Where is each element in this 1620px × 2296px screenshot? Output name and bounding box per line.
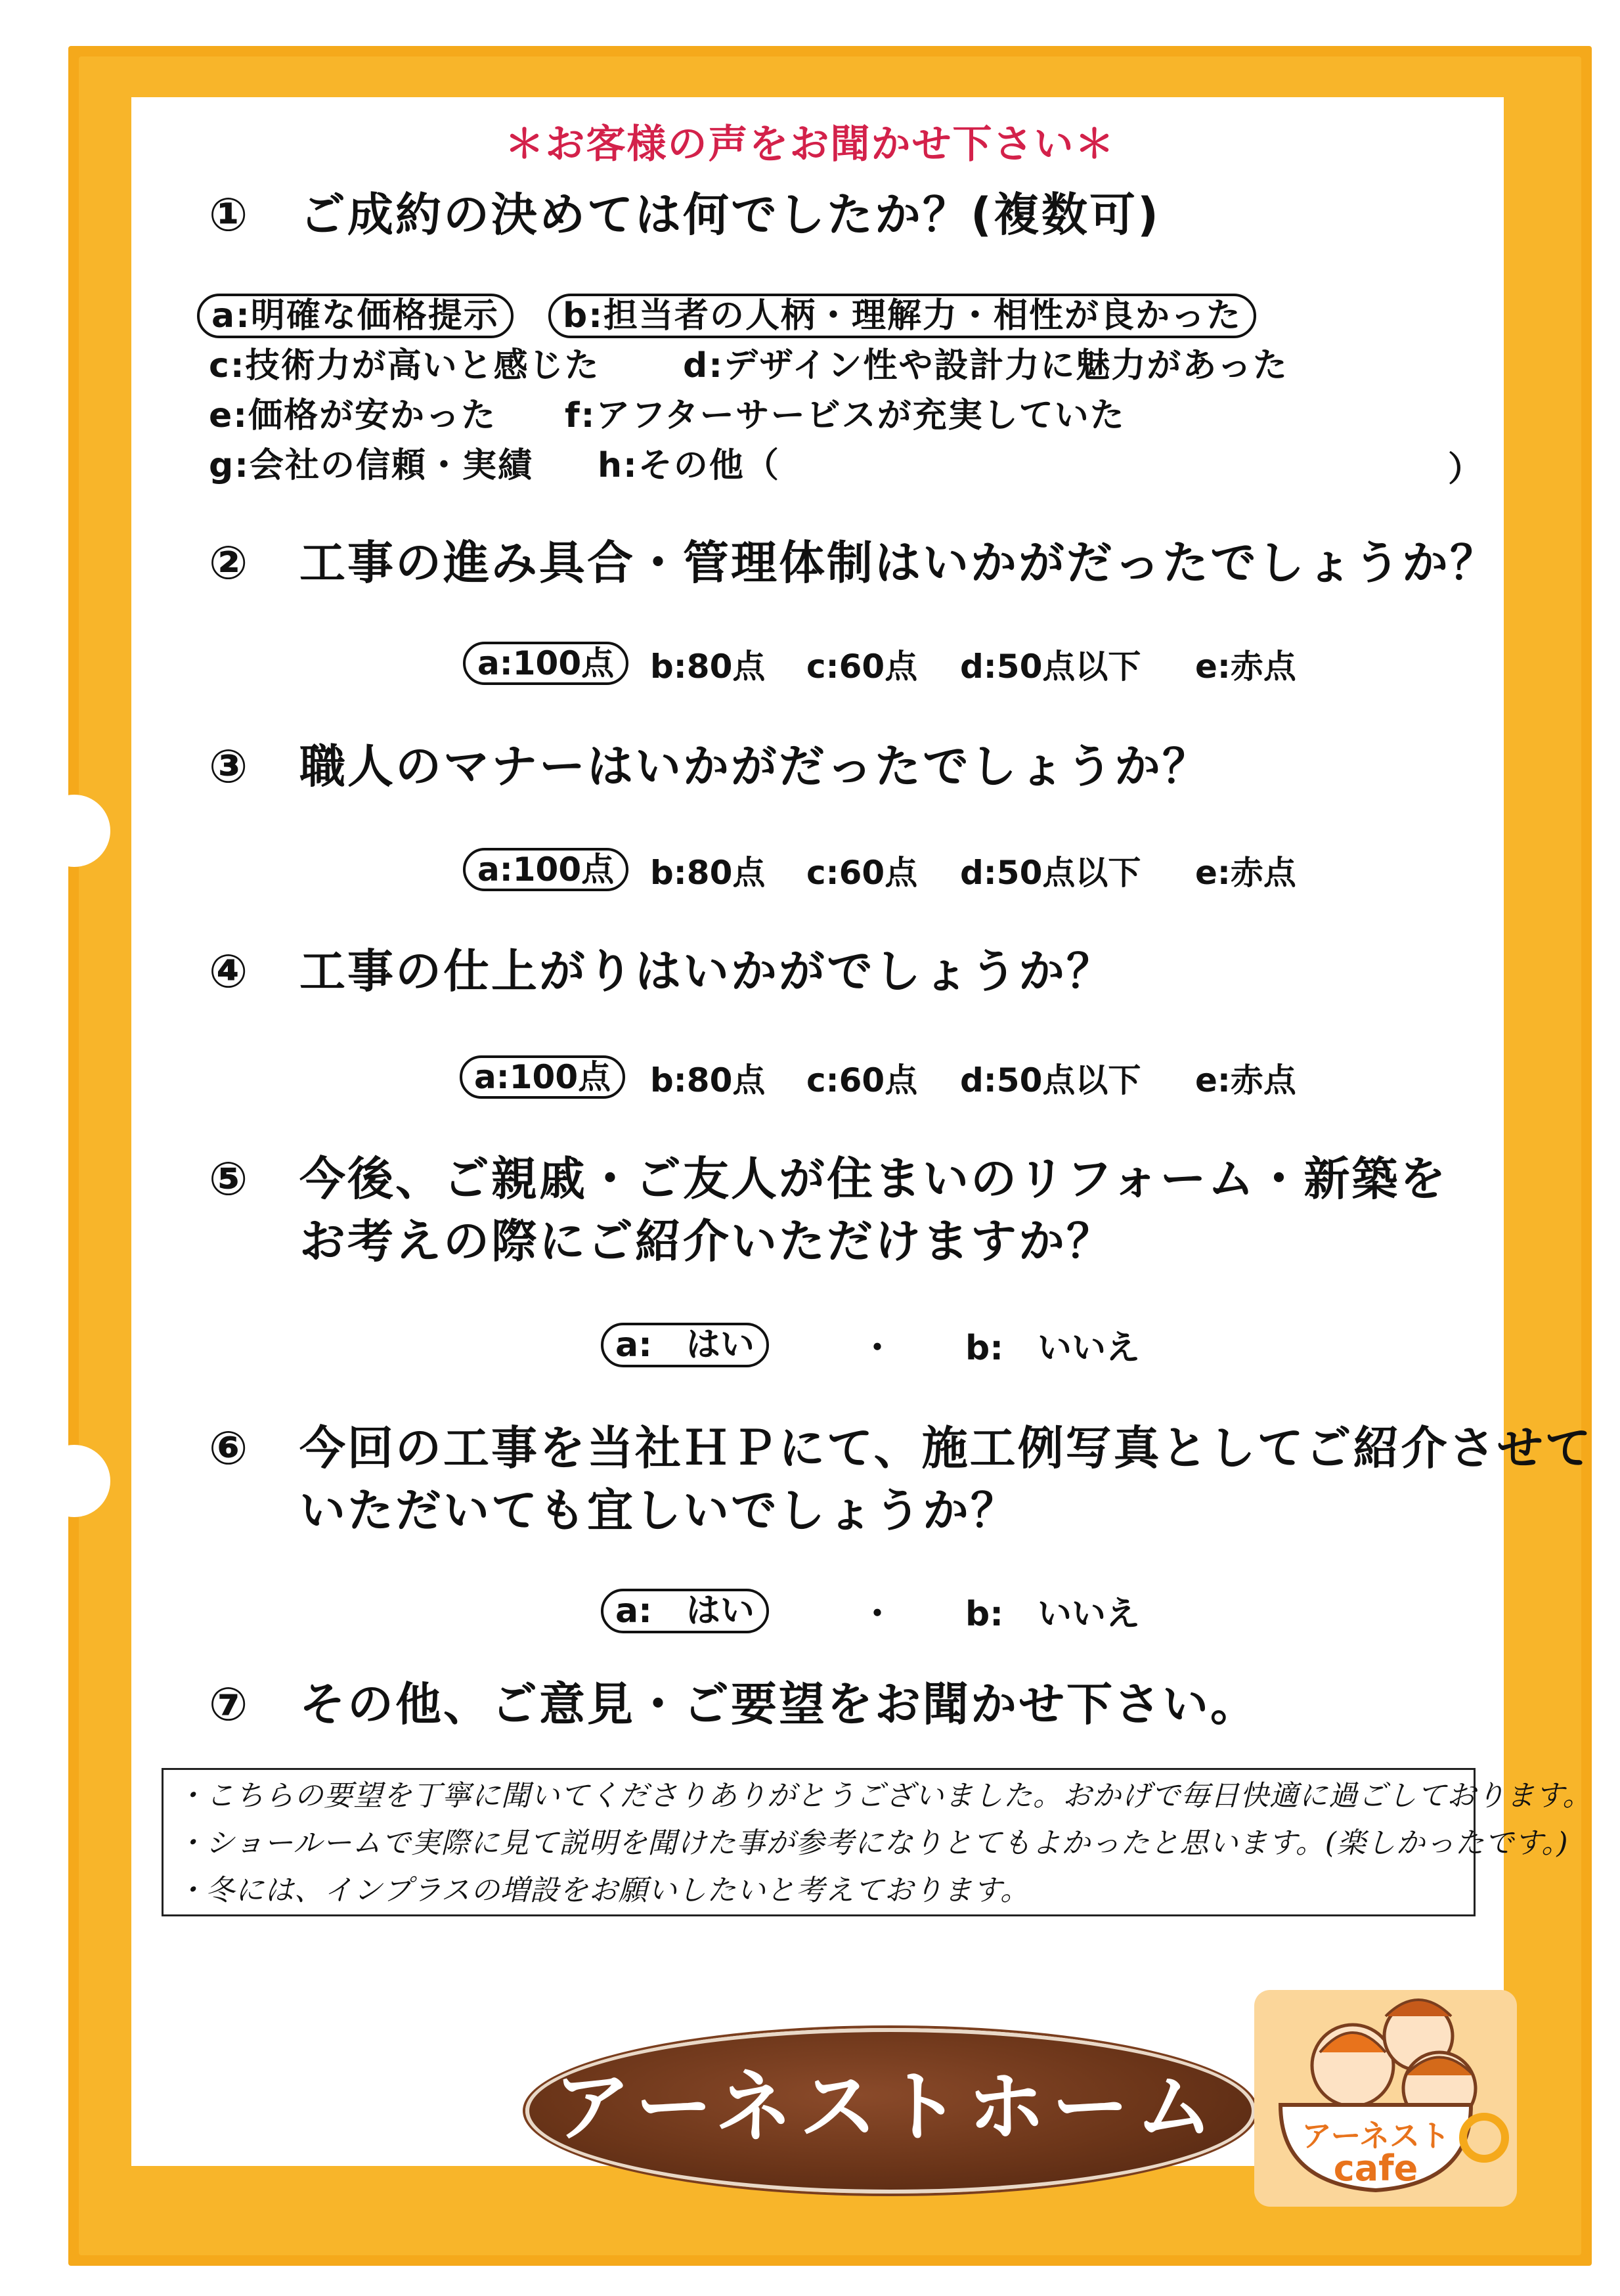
cafe-logo bbox=[1254, 1990, 1517, 2207]
option-1f[interactable]: f:アフターサービスが充実していた bbox=[565, 396, 1126, 435]
option-1h-close: ） bbox=[1448, 450, 1484, 489]
question-text-line1: 今回の工事を当社ＨＰにて、施工例写真としてご紹介させて bbox=[299, 1421, 1593, 1475]
answer-5-no[interactable]: b: いいえ bbox=[965, 1329, 1141, 1368]
option-1e[interactable]: e:価格が安かった bbox=[209, 396, 497, 435]
score-4e[interactable]: e:赤点 bbox=[1195, 1061, 1296, 1099]
score-2b[interactable]: b:80点 bbox=[650, 648, 766, 686]
score-2e[interactable]: e:赤点 bbox=[1195, 648, 1296, 686]
question-6 bbox=[209, 1417, 1593, 1542]
score-2a[interactable] bbox=[463, 637, 628, 684]
question-text: その他、ご意見・ご要望をお聞かせ下さい。 bbox=[299, 1677, 1258, 1731]
option-1a[interactable] bbox=[197, 288, 514, 337]
question-1 bbox=[209, 184, 1160, 246]
punch-hole bbox=[38, 1445, 110, 1517]
question-number: ④ bbox=[209, 944, 250, 998]
question-number: ① bbox=[209, 188, 250, 242]
survey-title: ＊お客様の声をお聞かせ下さい＊ bbox=[504, 121, 1116, 167]
punch-hole bbox=[38, 795, 110, 867]
comment-line: ・冬には、インプラスの増設をお願いしたいと考えております。 bbox=[176, 1874, 1030, 1907]
question-number: ② bbox=[209, 536, 250, 590]
question-5 bbox=[209, 1148, 1448, 1273]
option-1d[interactable]: d:デザイン性や設計力に魅力があった bbox=[683, 346, 1288, 386]
comment-line: ・こちらの要望を丁寧に聞いてくださりありがとうございました。おかげで毎日快適に過ごしております。 bbox=[176, 1779, 1592, 1813]
score-3e[interactable]: e:赤点 bbox=[1195, 854, 1296, 892]
separator-dot: ・ bbox=[860, 1595, 895, 1634]
answer-6-yes[interactable] bbox=[601, 1583, 769, 1632]
answer-label: a: はい bbox=[601, 1589, 769, 1633]
score-4d[interactable]: d:50点以下 bbox=[960, 1061, 1141, 1099]
question-number: ⑤ bbox=[209, 1152, 250, 1206]
question-number: ⑥ bbox=[209, 1421, 250, 1475]
question-text-line2: いただいても宜しいでしょうか？ bbox=[299, 1484, 1018, 1537]
cafe-logo-top-text: アーネスト bbox=[1301, 2118, 1451, 2153]
question-2 bbox=[209, 532, 1498, 594]
cafe-logo-bottom-text: cafe bbox=[1333, 2148, 1418, 2189]
question-4 bbox=[209, 940, 1114, 1003]
score-3c[interactable]: c:60点 bbox=[806, 854, 918, 892]
score-4a[interactable] bbox=[460, 1051, 625, 1098]
question-text-line1: 今後、ご親戚・ご友人が住まいのリフォーム・新築を bbox=[299, 1152, 1448, 1206]
score-2d[interactable]: d:50点以下 bbox=[960, 648, 1141, 686]
question-number: ③ bbox=[209, 740, 250, 793]
option-label: b:担当者の人柄・理解力・相性が良かった bbox=[548, 294, 1256, 338]
question-text: ご成約の決めては何でしたか？(複数可) bbox=[299, 188, 1160, 242]
comment-line: ・ショールームで実際に見て説明を聞けた事が参考になりとてもよかったと思います。(楽しかったです。) bbox=[176, 1826, 1569, 1860]
answer-5-yes[interactable] bbox=[601, 1317, 769, 1366]
answer-6-no[interactable]: b: いいえ bbox=[965, 1595, 1141, 1634]
score-label: a:100点 bbox=[463, 848, 628, 891]
separator-dot: ・ bbox=[860, 1329, 895, 1368]
question-text: 職人のマナーはいかがだったでしょうか？ bbox=[299, 740, 1210, 793]
option-1h[interactable]: h:その他（ bbox=[598, 446, 780, 485]
score-3a[interactable] bbox=[463, 843, 628, 891]
question-text: 工事の進み具合・管理体制はいかがだったでしょうか？ bbox=[299, 536, 1498, 590]
score-4c[interactable]: c:60点 bbox=[806, 1061, 918, 1099]
brand-logo-text: アーネストホーム bbox=[553, 2062, 1220, 2152]
score-3b[interactable]: b:80点 bbox=[650, 854, 766, 892]
option-1b[interactable] bbox=[548, 288, 1256, 337]
score-3d[interactable]: d:50点以下 bbox=[960, 854, 1141, 892]
question-3 bbox=[209, 736, 1210, 798]
question-number: ⑦ bbox=[209, 1677, 250, 1731]
score-label: a:100点 bbox=[463, 642, 628, 685]
score-label: a:100点 bbox=[460, 1055, 625, 1099]
question-text-line2: お考えの際にご紹介いただけますか？ bbox=[299, 1214, 1114, 1268]
question-text: 工事の仕上がりはいかがでしょうか？ bbox=[299, 944, 1114, 998]
option-1g[interactable]: g:会社の信頼・実績 bbox=[209, 446, 534, 485]
score-4b[interactable]: b:80点 bbox=[650, 1061, 766, 1099]
option-label: a:明確な価格提示 bbox=[197, 294, 514, 338]
answer-label: a: はい bbox=[601, 1323, 769, 1367]
option-1c[interactable]: c:技術力が高いと感じた bbox=[209, 346, 600, 386]
question-7 bbox=[209, 1673, 1258, 1736]
score-2c[interactable]: c:60点 bbox=[806, 648, 918, 686]
